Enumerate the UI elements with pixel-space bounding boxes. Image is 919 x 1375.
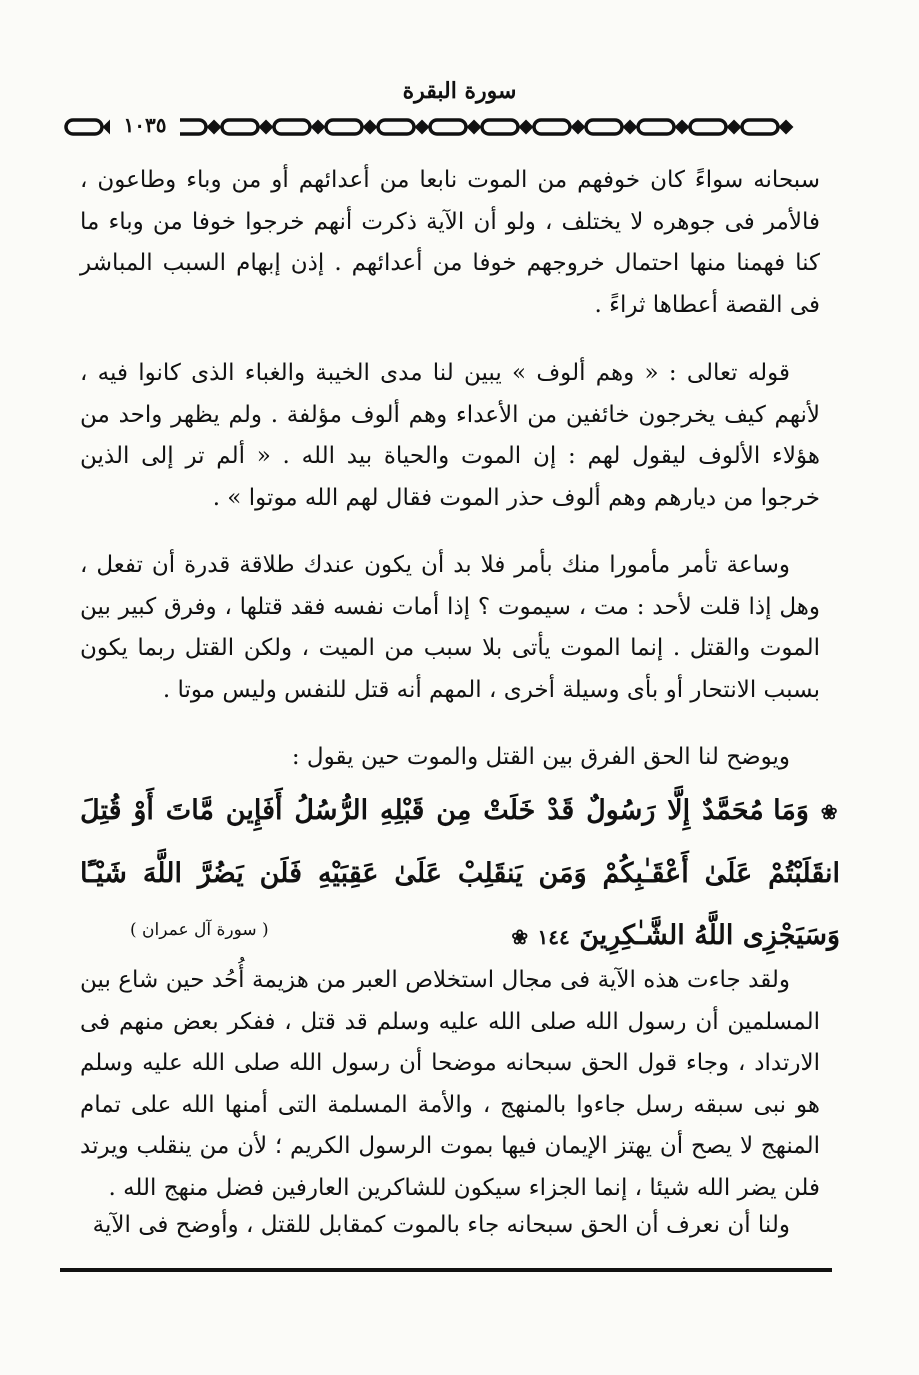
surah-title: سورة البقرة (402, 78, 517, 104)
verse-text: وَمَا مُحَمَّدٌ إِلَّا رَسُولٌ قَدْ خَلَتْ مِن قَبْلِهِ الرُّسُلُ أَفَإِين مَّاتَ أَوْ قُتِلَ انقَلَبْتُمْ عَلَىٰ أَعْقَـٰبِكُمْ وَمَن يَنقَلِبْ عَلَىٰ عَقِبَيْهِ فَلَن يَضُرَّ اللَّهَ شَيْـًٔا وَسَيَجْزِى اللَّهُ الشَّـٰكِرِينَ (80, 795, 840, 951)
verse-open-ornament-icon: ❀ (820, 800, 841, 824)
paragraph-3: وساعة تأمر مأمورا منك بأمر فلا بد أن يكون عندك طلاقة قدرة أن تفعل ، وهل إذا قلت لأحد : مت ، سيموت ؟ إذا أمات نفسه فقد قتلها ، وفرق كبير بين الموت والقتل . إنما الموت يأتى بلا سبب من الميت ، ولكن القتل ربما يكون بسبب الانتحار أو بأى وسيلة أخرى ، المهم أنه قتل للنفس وليس موتا . (80, 552, 820, 703)
page-number: ١٠٣٥ (110, 113, 180, 137)
verse-close-ornament-icon: ❀ (511, 925, 529, 949)
verse-number: ١٤٤ (537, 925, 570, 949)
paragraph-4: ويوضح لنا الحق الفرق بين القتل والموت حين يقول : (291, 744, 790, 770)
paragraph-5: ولقد جاءت هذه الآية فى مجال استخلاص العبر من هزيمة أُحُد حين شاع بين المسلمين أن رسول الله صلى الله عليه وسلم قد قتل ، ففكر بعض منهم فى الارتداد ، وجاء قول الحق سبحانه موضحا أن رسول الله صلى الله عليه وسلم هو نبى سبقه رسل جاءوا بالمنهج ، والأمة المسلمة التى أمنها الله على تمام المنهج لا يصح أن يهتز الإيمان فيها بموت الرسول الكريم ؛ لأن من ينقلب ويرتد فلن يضر الله شيئا ، إنما الجزاء سيكون للشاكرين العارفين فضل منهج الله . (80, 967, 820, 1201)
footer-rule (60, 1268, 832, 1272)
verse-reference: ( سورة آل عمران ) (130, 920, 269, 940)
paragraph-2: قوله تعالى : « وهم ألوف » يبين لنا مدى الخيبة والغباء الذى كانوا فيه ، لأنهم كيف يخرجون خائفين من الأعداء وهم ألوف مؤلفة . ولم يظهر واحد من هؤلاء الألوف ليقول لهم : إن الموت والحياة بيد الله . « ألم تر إلى الذين خرجوا من ديارهم وهم ألوف حذر الموت فقال لهم الله موتوا » . (80, 360, 820, 511)
paragraph-1: سبحانه سواءً كان خوفهم من الموت نابعا من أعدائهم أو من وباء وطاعون ، فالأمر فى جوهره لا يختلف ، ولو أن الآية ذكرت أنهم خرجوا خوفا من وباء ما كنا فهمنا منها احتمال خروجهم خوفا من أعدائهم . إذن إبهام السبب المباشر فى القصة أعطاها ثراءً . (80, 167, 820, 318)
paragraph-6: ولنا أن نعرف أن الحق سبحانه جاء بالموت كمقابل للقتل ، وأوضح فى الآية (92, 1212, 790, 1238)
